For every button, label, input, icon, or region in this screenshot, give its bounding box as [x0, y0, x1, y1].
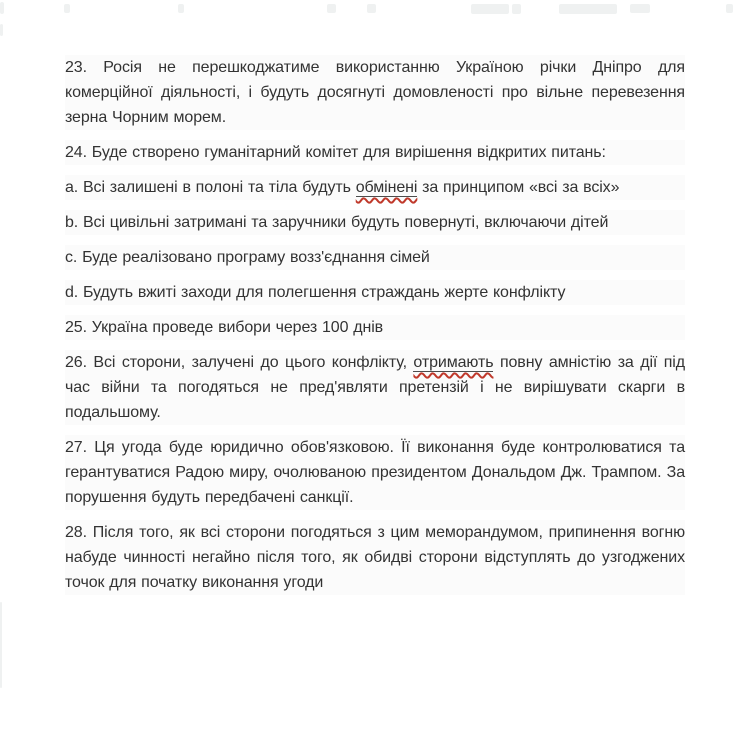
cropped-text-artifact [64, 4, 70, 13]
cropped-text-artifact [178, 4, 184, 13]
paragraph-item-28: 28. Після того, як всі сторони погодяться з цим меморандумом, припинення вогню набуде чинності негайно після того, як обидві сторони відступлять до узгоджених точок для початку виконання угоди [65, 520, 685, 595]
paragraph-item-24a: a. Всі залишені в полоні та тіла будуть обмінені за принципом «всі за всіх» [65, 175, 685, 200]
cropped-text-artifact [327, 4, 336, 13]
paragraph-item-23: 23. Росія не перешкоджатиме використанню Україною річки Дніпро для комерційної діяльності, і будуть досягнуті домовленості про вільне перевезення зерна Чорним морем. [65, 55, 685, 130]
document-body [65, 55, 685, 605]
cropped-text-artifact [0, 2, 4, 14]
paragraph-item-27: 27. Ця угода буде юридично обов'язковою. Її виконання буде контролюватися та герантуватися Радою миру, очолюваною президентом Дональдом Дж. Трампом. За порушення будуть передбачені санкції. [65, 435, 685, 510]
cropped-text-artifact [726, 4, 733, 13]
cropped-text-artifact [512, 4, 521, 14]
paragraph-item-24d: d. Будуть вжиті заходи для полегшення страждань жерте конфлікту [65, 280, 685, 305]
paragraph-item-25: 25. Україна проведе вибори через 100 днів [65, 315, 685, 340]
cropped-text-artifact [367, 4, 376, 13]
paragraph-item-26: 26. Всі сторони, залучені до цього конфлікту, отримають повну амністію за дії під час війни та погодяться не пред'являти претензій і не вирішувати скарги в подальшому. [65, 350, 685, 425]
cropped-text-artifact [630, 4, 650, 13]
paragraph-item-24: 24. Буде створено гуманітарний комітет для вирішення відкритих питань: [65, 140, 685, 165]
paragraph-item-24b: b. Всі цивільні затримані та заручники будуть повернуті, включаючи дітей [65, 210, 685, 235]
paragraph-item-24c: c. Буде реалізовано програму возз'єднання сімей [65, 245, 685, 270]
cropped-text-artifact [0, 602, 2, 688]
spellcheck-word: обмінені [355, 179, 418, 196]
spellcheck-word: отримають [413, 354, 494, 371]
cropped-text-artifact [0, 24, 3, 36]
cropped-text-artifact [559, 4, 617, 14]
cropped-text-artifact [471, 4, 509, 14]
